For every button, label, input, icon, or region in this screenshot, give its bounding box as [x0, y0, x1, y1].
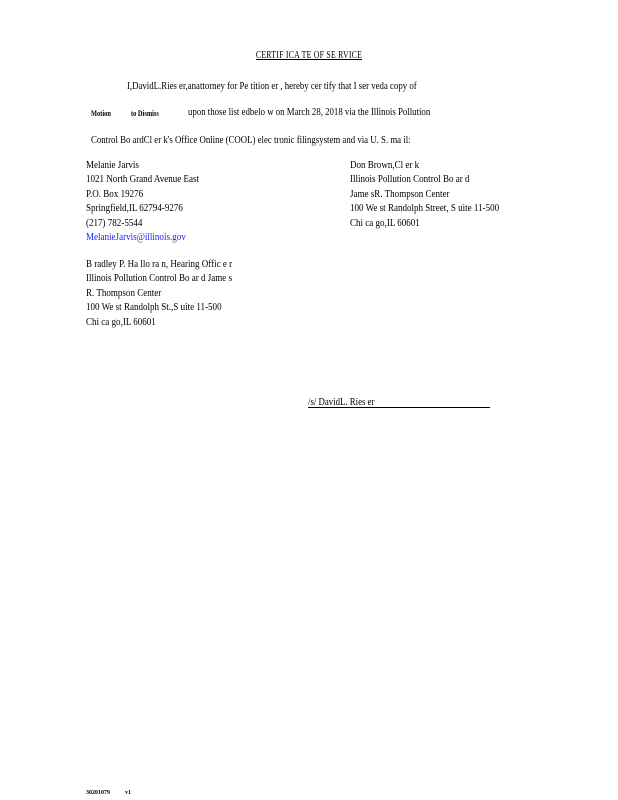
- footer-version: v1: [125, 790, 131, 796]
- address-line: 100 We st Randolph St.,S uite 11-500: [86, 301, 222, 314]
- footer-doc-id: 30201079: [86, 790, 110, 796]
- address-line: Jame sR. Thompson Center: [350, 187, 450, 200]
- address-line: R. Thompson Center: [86, 286, 162, 299]
- address-line: (217) 782-5544: [86, 216, 143, 229]
- document-title: CERTIF ICA TE OF SE RVICE: [255, 50, 363, 61]
- address-line: B radley P. Ha llo ra n, Hearing Offic e r: [86, 258, 233, 270]
- certification-line-1: I,DavidL.Ries er,anattorney for Pe tition er , hereby cer tify that I ser veda copy of: [127, 80, 417, 92]
- address-line: 100 We st Randolph Street, S uite 11-500: [350, 202, 500, 215]
- motion-label: Motion: [91, 109, 111, 118]
- certification-line-2: upon those list edbelo w on March 28, 2018 via the Illinois Pollution: [188, 106, 431, 118]
- address-line: Illinois Pollution Control Bo ar d Jame s: [86, 272, 233, 285]
- address-line: Chi ca go,IL 60601: [86, 315, 156, 328]
- recipient-halloran: [86, 257, 232, 329]
- address-line: P.O. Box 19276: [86, 187, 144, 200]
- certification-line-3: Control Bo ardCl er k's Office Online (COOL) elec tronic filingsystem and via U. S. ma il:: [91, 134, 411, 146]
- address-line: 1021 North Grand Avenue East: [86, 173, 200, 186]
- signature-line: [308, 407, 490, 408]
- address-line: Springfield,IL 62794-9276: [86, 202, 183, 215]
- to-dismiss-label: to Dismiss: [131, 109, 159, 118]
- address-line: Chi ca go,IL 60601: [350, 216, 420, 229]
- address-line: Don Brown,Cl er k: [350, 159, 420, 171]
- recipient-jarvis: [86, 158, 199, 244]
- email-link[interactable]: MelanieJarvis@illinois.gov: [86, 231, 186, 244]
- address-line: Melanie Jarvis: [86, 159, 139, 171]
- signature-text: /s/ DavidL. Ries er: [308, 396, 375, 408]
- address-line: Illinois Pollution Control Bo ar d: [350, 173, 470, 186]
- recipient-brown: [350, 158, 499, 230]
